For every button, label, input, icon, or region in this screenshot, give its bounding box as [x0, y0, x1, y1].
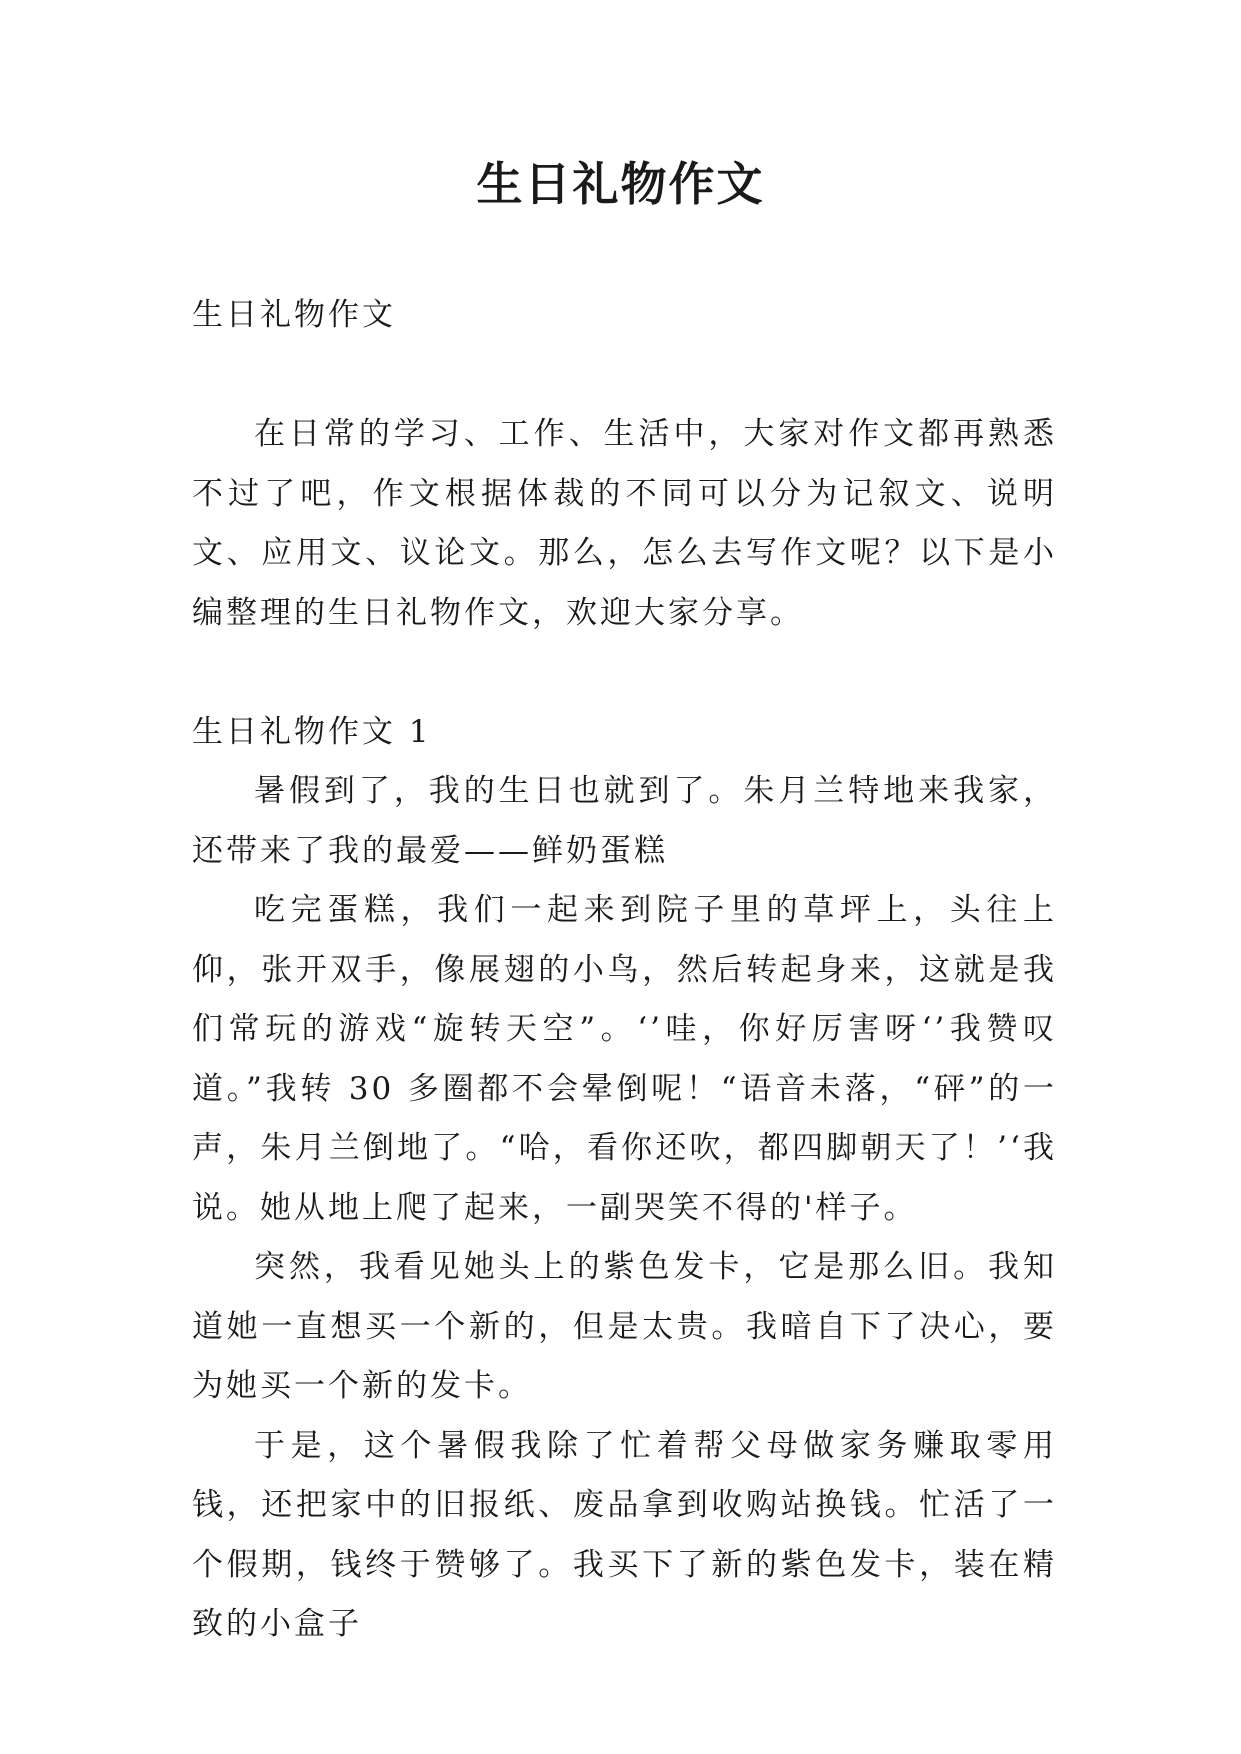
body-paragraph-2: 吃完蛋糕，我们一起来到院子里的草坪上，头往上仰，张开双手，像展翅的小鸟，然后转起身来，这就是我们常玩的游戏“旋转天空”。‘’哇，你好厉害呀‘’我赞叹道。”我转 30 多圈都不会晕倒呢！“语音未落，“砰”的一声，朱月兰倒地了。“哈，看你还吹，都四脚朝天了！’‘我说。她从地上爬了起来，一副哭笑不得的'样子。 — [192, 892, 1057, 1226]
document-title: 生日礼物作文 — [476, 157, 765, 211]
document-body — [192, 286, 1057, 1655]
body-paragraph-3: 突然，我看见她头上的紫色发卡，它是那么旧。我知道她一直想买一个新的，但是太贵。我暗自下了决心，要为她买一个新的发卡。 — [192, 1249, 1057, 1404]
body-paragraph-4: 于是，这个暑假我除了忙着帮父母做家务赚取零用钱，还把家中的旧报纸、废品拿到收购站换钱。忙活了一个假期，钱终于赞够了。我买下了新的紫色发卡，装在精致的小盒子 — [192, 1427, 1057, 1642]
body-paragraph-1: 暑假到了，我的生日也就到了。朱月兰特地来我家，还带来了我的最爱——鲜奶蛋糕 — [192, 773, 1057, 869]
section-heading: 生日礼物作文 1 — [192, 713, 432, 750]
subtitle: 生日礼物作文 — [192, 297, 396, 333]
intro-paragraph: 在日常的学习、工作、生活中，大家对作文都再熟悉不过了吧，作文根据体裁的不同可以分为记叙文、说明文、应用文、议论文。那么，怎么去写作文呢？以下是小编整理的生日礼物作文，欢迎大家分享。 — [192, 416, 1057, 631]
